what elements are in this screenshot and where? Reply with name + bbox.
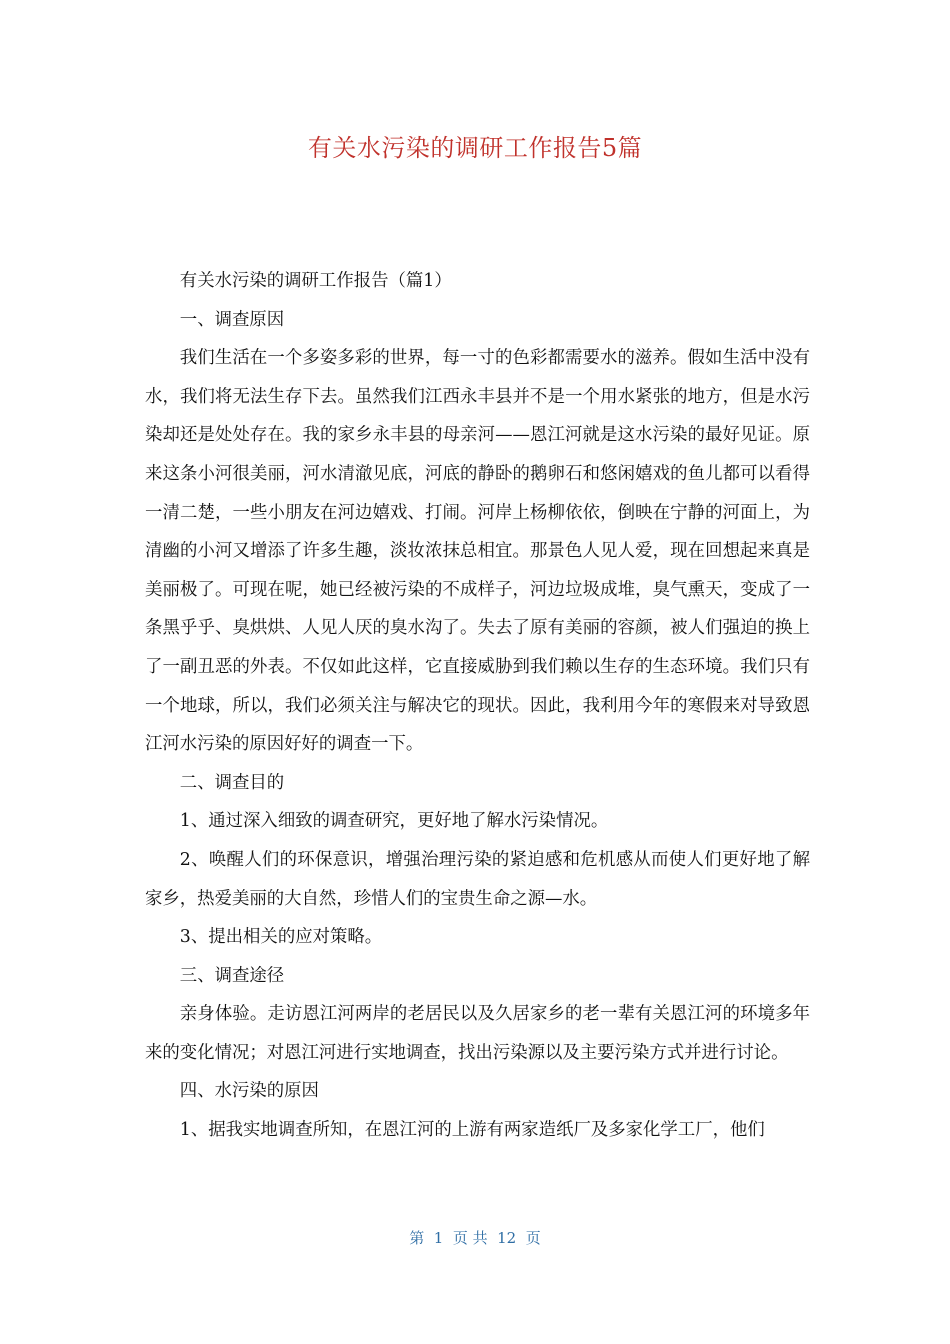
- document-body: [145, 262, 810, 1150]
- section-heading-investigation-purpose: 二、调查目的: [179, 772, 285, 793]
- pollution-cause-item-1: 1、据我实地调查所知，在恩江河的上游有两家造纸厂及多家化学工厂，他们: [179, 1120, 765, 1141]
- section-heading-report-part-1: 有关水污染的调研工作报告（篇1）: [179, 271, 452, 291]
- paragraph-investigation-method: 亲身体验。走访恩江河两岸的老居民以及久居家乡的老一辈有关恩江河的环境多年来的变化情况；对恩江河进行实地调查，找出污染源以及主要污染方式并进行讨论。: [145, 1004, 810, 1063]
- section-heading-investigation-reason: 一、调查原因: [179, 309, 285, 330]
- section-heading-investigation-method: 三、调查途径: [179, 965, 285, 986]
- purpose-item-2: 2、唤醒人们的环保意识，增强治理污染的紧迫感和危机感从而使人们更好地了解家乡，热爱美丽的大自然，珍惜人们的宝贵生命之源—水。: [145, 849, 810, 909]
- document-title: 有关水污染的调研工作报告5篇: [307, 134, 643, 162]
- purpose-item-3: 3、提出相关的应对策略。: [179, 927, 383, 948]
- page-number-footer: 第 1 页 共 12 页: [409, 1229, 541, 1247]
- purpose-item-1: 1、通过深入细致的调查研究，更好地了解水污染情况。: [179, 811, 609, 832]
- paragraph-investigation-reason: 我们生活在一个多姿多彩的世界，每一寸的色彩都需要水的滋养。假如生活中没有水，我们将无法生存下去。虽然我们江西永丰县并不是一个用水紧张的地方，但是水污染却还是处处存在。我的家乡永丰县的母亲河——恩江河就是这水污染的最好见证。原来这条小河很美丽，河水清澈见底，河底的静卧的鹅卵石和悠闲嬉戏的鱼儿都可以看得一清二楚，一些小朋友在河边嬉戏、打闹。河岸上杨柳依依，倒映在宁静的河面上，为清幽的小河又增添了许多生趣，淡妆浓抹总相宜。那景色人见人爱，现在回想起来真是美丽极了。可现在呢，她已经被污染的不成样子，河边垃圾成堆，臭气熏天，变成了一条黑乎乎、臭烘烘、人见人厌的臭水沟了。失去了原有美丽的容颜，被人们强迫的换上了一副丑恶的外表。不仅如此这样，它直接威胁到我们赖以生存的生态环境。我们只有一个地球，所以，我们必须关注与解决它的现状。因此，我利用今年的寒假来对导致恩江河水污染的原因好好的调查一下。: [145, 348, 810, 755]
- section-heading-pollution-causes: 四、水污染的原因: [179, 1081, 319, 1102]
